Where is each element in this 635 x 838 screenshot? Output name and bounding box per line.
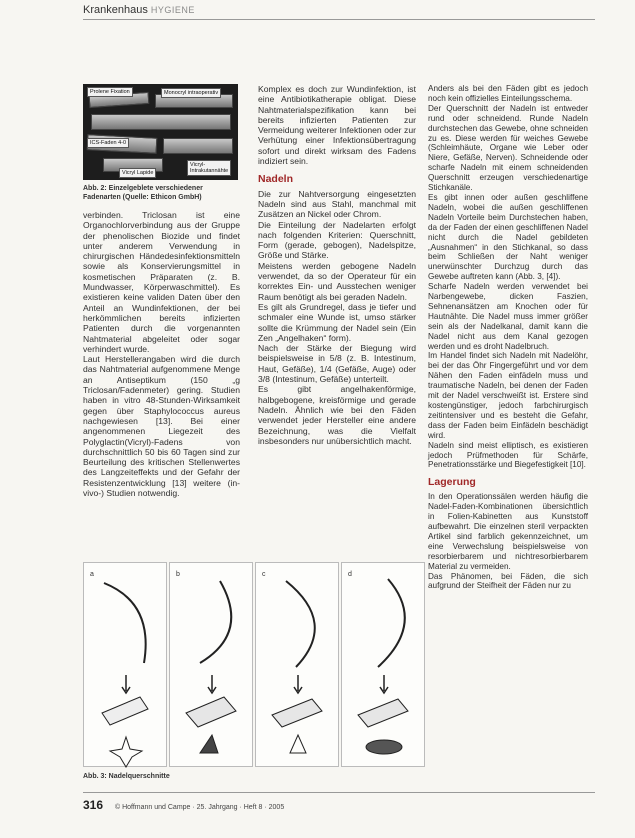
figure-1-label: Prolene Fixation [87, 87, 133, 97]
page-footer [83, 798, 284, 812]
page-number: 316 [83, 798, 104, 812]
paragraph: Es gibt angelhakenförmige, halbgebogene, kreisförmige und gerade Nadeln. Ähnlich wie bei den Fäden verwendet jeder Hersteller eine andere Bezeichnung, was die Vielfalt insbesonders nur unübersichtlich macht. [258, 384, 416, 446]
paragraph: verbinden. Triclosan ist eine Organochlorverbindung aus der Gruppe der phenolischen Biozide und findet unter anderem Verwendung in chirurgischen Händedesinfektionsmitteln sowie als Konservierungsmittel in kosmetischen Präparaten (z. B. Mundwasser, Körperwaschmittel). Es existieren keine validen Daten über den Anteil an Wundinfektionen, der bei herkömmlichen bereits infizierten Patienten durch die vorgenannten Nahtmaterial abgeleitet oder sogar verhindert wurde. [83, 210, 240, 354]
paragraph: Es gibt innen oder außen geschliffene Nadeln, wobei die außen geschliffenen Nadeln Vorteile beim Durchstechen haben, da der Faden der einen geschliffenen Nadel nicht durch die Nadel gebildeten „Ausnahmen“ in den Stichkanal, so dass beim Schließen der Naht weniger unerwünschter Durchzug durch das Gewebe auftreten kann (Abb. 3, [4]). [428, 192, 588, 282]
panel-letter: d [348, 571, 352, 578]
panel-letter: b [176, 571, 180, 578]
paragraph: Die Einteilung der Nadelarten erfolgt nach folgenden Kriterien: Querschnitt, Form (gerade, gebogen), Nadelspitze, Größe und Stärke. [258, 219, 416, 261]
panel-letter: a [90, 571, 94, 578]
figure-1-label: Vicryl-Intrakutannähte [187, 160, 231, 176]
paragraph: Laut Herstellerangaben wird die durch das Nahtmaterial aufgenommene Menge an Antiseptikum (150 „g Triclosan/Fadenmeter) gering. Studien haben in vitro 48-Stunden-Wirksamkeit gegen über Staphylococcus aureus nachgewiesen [13]. Bei einer angenommenen Liegezeit des Polyglactin(Vicryl)-Fadens von durchschnittlich 50 bis 60 Tagen sind zur Beurteilung des kritischen Stellenwertes des Langzeiteffekts und der Gefahr der Resistenzentwicklung [13] weitere (in-vivo-) Studien notwendig. [83, 354, 240, 499]
column-2 [258, 84, 416, 446]
package-5 [163, 138, 233, 154]
needle-panel-b [169, 562, 253, 767]
running-header [83, 4, 195, 16]
needle-panel-c [255, 562, 339, 767]
figure-3 [83, 562, 426, 767]
figure-1-label: ICS-Faden 4-0 [87, 138, 129, 148]
needle-drawing-icon [84, 563, 168, 768]
paragraph: Scharfe Nadeln werden verwendet bei Narbengewebe, dicken Faszien, Sehnenansätzen am Knochen oder für Hautnähte. Die Nadel muss immer größer sein als der Nadelkanal, damit kann die Nadel nicht aus dem Kanal gezogen werden und es droht Nadelbruch. [428, 282, 588, 351]
footer-rule [83, 792, 595, 793]
paragraph: Anders als bei den Fäden gibt es jedoch noch kein offizielles Einteilungsschema. [428, 84, 588, 103]
paragraph: Der Querschnitt der Nadeln ist entweder rund oder schneidend. Runde Nadeln durchstechen das Gewebe, ohne schneiden zu es. Diese werden für weiches Gewebe (Schleimhäute, Organe wie Leber oder Niere, Gefäße, Nerven). Schneidende oder scharfe Nadeln mit einem schneidenden Querschnitt erzeugen verschiedenartige Stichkanäle. [428, 103, 588, 193]
paragraph: Es gilt als Grundregel, dass je tiefer und schmaler eine Wunde ist, umso stärker sollte die Krümmung der Nadel sein (Ein Zen „Angelhaken“ form). [258, 301, 416, 343]
paragraph: Die zur Nahtversorgung eingesetzten Nadeln sind aus Stahl, manchmal mit Zusätzen an Nickel oder Chrom. [258, 188, 416, 220]
paragraph: In den Operationssälen werden häufig die Nadel-Faden-Kombinationen übersichtlich in Folien-Kabinetten aus Kunststoff aufbewahrt. Die einzelnen steril verpackten Artikel sind farblich gekennzeichnet, um eine Verwechslung beispielsweise von resorbierbarem und nichtresorbierbarem Material zu vermeiden. [428, 492, 588, 571]
figure-1-caption: Abb. 2: Einzelgeblete verschiedener Fadenarten (Quelle: Ethicon GmbH) [83, 185, 203, 201]
needle-drawing-icon [170, 563, 254, 768]
paragraph: Das Phänomen, bei Fäden, die sich aufgrund der Steifheit der Fäden nur zu [428, 571, 588, 591]
panel-letter: c [262, 571, 266, 578]
section-heading-nadeln: Nadeln [258, 173, 294, 186]
figure-3-caption: Abb. 3: Nadelquerschnitte [83, 773, 170, 780]
column-3 [428, 84, 588, 591]
needle-panel-a [83, 562, 167, 767]
header-rule [83, 19, 595, 20]
section-heading-lagerung: Lagerung [428, 476, 476, 489]
paragraph: Meistens werden gebogene Nadeln verwendet, da so der Operateur für ein korrektes Ein- und Ausstechen weniger Raum benötigt als bei geraden Nadeln. [258, 260, 416, 302]
column-1 [83, 210, 240, 498]
paragraph: Nach der Stärke der Biegung wird beispielsweise in 5/8 (z. B. Intestinum, Haut, Gefäße), 1/4 (Gefäße, Auge) oder 3/8 (Intestinum, Gefäße) unterteilt. [258, 343, 416, 385]
paragraph: Komplex es doch zur Wundinfektion, ist eine Antibiotikatherapie obligat. Diese Nahtmaterialspezifikation kann bei bereits infizierten Patienten zur Vermeidung weiterer Infektionen oder zur Verhütung einer Infektionsübertragung sofort und direkt wirksam des Fadens indiziert sein. [258, 84, 416, 167]
figure-1-label: Monocryl intraoperativ [161, 88, 221, 98]
needle-panel-d [341, 562, 425, 767]
footer-text: © Hoffmann und Campe · 25. Jahrgang · Heft 8 · 2005 [114, 804, 285, 811]
figure-1-photo [83, 84, 238, 180]
header-subtitle: HYGIENE [150, 5, 195, 15]
package-3 [91, 114, 231, 130]
paragraph: Nadeln sind meist elliptisch, es existieren jedoch Prüfmethoden für Schärfe, Penetrationsstärke und Biegefestigkeit [10]. [428, 440, 588, 470]
header-title: Krankenhaus [83, 4, 148, 16]
figure-1-label: Vicryl Lapide [119, 168, 156, 178]
paragraph: Im Handel findet sich Nadeln mit Nadelöhr, bei der das Öhr Fingergeführt und vor dem Nähen den Faden einfädeln muss und traumatische Nadeln, bei denen der Faden mit der Nadel verschweißt ist. Erstere sind kostengünstiger, jedoch farbchirurgisch zeitintensiver und es besteht die Gefahr, dass der Faden beim Einfädeln beschädigt wird. [428, 351, 588, 440]
needle-drawing-icon [342, 563, 426, 768]
needle-drawing-icon [256, 563, 340, 768]
